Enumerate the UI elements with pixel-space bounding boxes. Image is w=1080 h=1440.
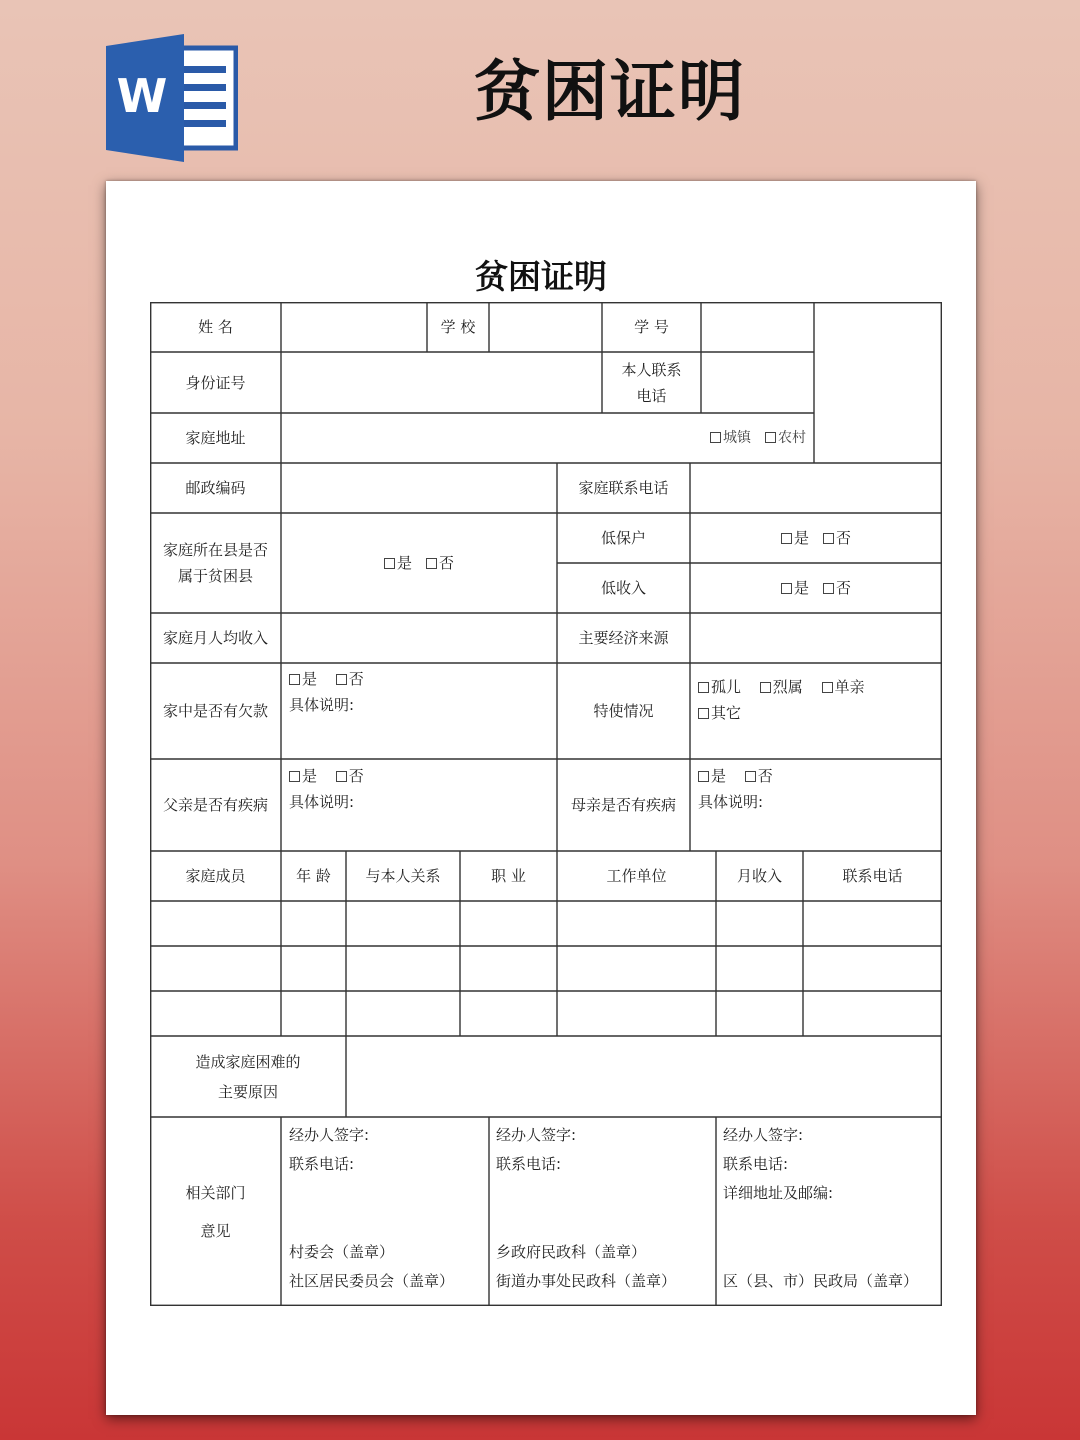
checkbox-square-icon [822, 682, 833, 693]
label-mother-illness: 母亲是否有疾病 [570, 796, 676, 814]
economic-source-input-cell[interactable] [690, 613, 942, 663]
label-department-opinion [150, 1117, 281, 1306]
table-row[interactable] [150, 901, 942, 946]
no-label: 否 [757, 767, 773, 785]
members-header-income: 月收入 [736, 867, 782, 885]
single-parent-checkbox[interactable] [822, 674, 865, 700]
checkbox-square-icon [745, 771, 756, 782]
min-living-yes-checkbox[interactable] [781, 525, 809, 551]
label-personal-phone-line1: 本人联系 [621, 360, 682, 379]
label-home-address: 家庭地址 [185, 429, 246, 447]
label-father-illness: 父亲是否有疾病 [162, 796, 268, 814]
min-living-options [690, 513, 942, 563]
poor-county-no-checkbox[interactable] [426, 550, 454, 576]
members-header-relation: 与本人关系 [365, 867, 441, 885]
checkbox-square-icon [698, 708, 709, 719]
township-handler-sign: 经办人签字: [496, 1126, 577, 1144]
district-civil-bureau-seal: 区（县、市）民政局（盖章） [723, 1272, 919, 1290]
name-input-cell[interactable] [281, 302, 427, 352]
label-hardship-reason-line1: 造成家庭困难的 [195, 1052, 301, 1071]
debt-no-checkbox[interactable] [336, 666, 364, 692]
checkbox-square-icon [426, 558, 437, 569]
village-contact-phone: 联系电话: [289, 1155, 355, 1173]
township-civil-seal: 乡政府民政科（盖章） [496, 1243, 647, 1261]
orphan-label: 孤儿 [711, 678, 742, 696]
no-label: 否 [439, 554, 455, 572]
rural-label: 农村 [778, 430, 806, 446]
father-illness-yes-checkbox[interactable] [289, 763, 317, 789]
label-personal-phone [602, 352, 701, 413]
bureau-address-postal: 详细地址及邮编: [723, 1184, 834, 1202]
members-header-member: 家庭成员 [185, 867, 246, 885]
checkbox-square-icon [765, 432, 776, 443]
label-poor-county-line1: 家庭所在县是否 [162, 541, 268, 559]
father-illness-options [289, 763, 364, 789]
checkbox-square-icon [781, 533, 792, 544]
label-name: 姓 名 [198, 318, 233, 336]
student-id-input-cell[interactable] [701, 302, 814, 352]
members-header-phone: 联系电话 [842, 867, 903, 885]
checkbox-square-icon [760, 682, 771, 693]
village-committee-seal: 村委会（盖章） [289, 1243, 395, 1261]
yes-label: 是 [302, 670, 318, 688]
family-phone-input-cell[interactable] [690, 463, 942, 513]
banner-title: 贫困证明 [474, 53, 746, 130]
mother-detail-label: 具体说明: [698, 793, 764, 811]
martyr-label: 烈属 [772, 678, 803, 696]
personal-phone-input-cell[interactable] [701, 352, 814, 413]
rural-checkbox[interactable] [765, 425, 806, 451]
label-hardship-reason [150, 1036, 346, 1117]
yes-label: 是 [302, 767, 318, 785]
table-row[interactable] [150, 946, 942, 991]
checkbox-square-icon [698, 682, 709, 693]
label-min-living: 低保户 [600, 529, 646, 547]
checkbox-square-icon [336, 771, 347, 782]
checkbox-square-icon [781, 583, 792, 594]
document-page [106, 181, 976, 1415]
label-special: 特使情况 [593, 702, 654, 720]
label-department-opinion-line2: 意见 [200, 1221, 231, 1240]
label-debt: 家中是否有欠款 [162, 702, 268, 720]
checkbox-square-icon [384, 558, 395, 569]
low-income-no-checkbox[interactable] [823, 575, 851, 601]
debt-detail-label: 具体说明: [289, 696, 355, 714]
label-personal-phone-line2: 电话 [636, 386, 667, 405]
low-income-yes-checkbox[interactable] [781, 575, 809, 601]
street-office-civil-seal: 街道办事处民政科（盖章） [496, 1272, 677, 1290]
no-label: 否 [348, 767, 364, 785]
label-monthly-income: 家庭月人均收入 [162, 629, 268, 647]
urban-label: 城镇 [723, 430, 751, 446]
bureau-contact-phone: 联系电话: [723, 1155, 789, 1173]
other-checkbox[interactable] [698, 700, 741, 726]
checkbox-square-icon [289, 771, 300, 782]
no-label: 否 [348, 670, 364, 688]
special-options-row2 [698, 700, 741, 726]
postal-code-input-cell[interactable] [281, 463, 557, 513]
checkbox-square-icon [698, 771, 709, 782]
checkbox-square-icon [823, 583, 834, 594]
mother-illness-yes-checkbox[interactable] [698, 763, 726, 789]
father-illness-no-checkbox[interactable] [336, 763, 364, 789]
label-hardship-reason-line2: 主要原因 [217, 1082, 278, 1101]
village-handler-sign: 经办人签字: [289, 1126, 370, 1144]
label-economic-source: 主要经济来源 [578, 629, 669, 647]
single-parent-label: 单亲 [834, 678, 865, 696]
yes-label: 是 [396, 554, 412, 572]
school-input-cell[interactable] [489, 302, 602, 352]
home-address-input-cell[interactable] [281, 413, 814, 463]
debt-options [289, 666, 364, 692]
word-logo-letter: W [116, 69, 168, 123]
no-label: 否 [836, 579, 852, 597]
label-school: 学 校 [440, 318, 476, 336]
members-header-employer: 工作单位 [606, 867, 667, 885]
father-detail-label: 具体说明: [289, 793, 355, 811]
poverty-certificate-form [150, 302, 942, 1306]
no-label: 否 [836, 529, 852, 547]
id-number-input-cell[interactable] [281, 352, 602, 413]
yes-label: 是 [793, 529, 809, 547]
photo-cell [814, 302, 942, 463]
checkbox-square-icon [710, 432, 721, 443]
document-title: 贫困证明 [475, 257, 607, 296]
low-income-options [690, 563, 942, 613]
label-id-number: 身份证号 [185, 373, 246, 392]
urban-checkbox[interactable] [710, 425, 751, 451]
debt-yes-checkbox[interactable] [289, 666, 317, 692]
township-contact-phone: 联系电话: [496, 1155, 562, 1173]
bureau-handler-sign: 经办人签字: [723, 1126, 804, 1144]
martyr-checkbox[interactable] [760, 674, 803, 700]
mother-illness-no-checkbox[interactable] [745, 763, 773, 789]
label-poor-county [150, 513, 281, 613]
table-row[interactable] [150, 991, 942, 1036]
special-options-row1 [698, 674, 865, 700]
yes-label: 是 [711, 767, 727, 785]
min-living-no-checkbox[interactable] [823, 525, 851, 551]
label-postal-code: 邮政编码 [185, 479, 246, 497]
other-label: 其它 [711, 704, 742, 722]
checkbox-square-icon [336, 674, 347, 685]
orphan-checkbox[interactable] [698, 674, 741, 700]
label-poor-county-line2: 属于贫困县 [177, 567, 253, 585]
hardship-reason-input-cell[interactable] [346, 1036, 942, 1117]
monthly-income-input-cell[interactable] [281, 613, 557, 663]
label-low-income: 低收入 [600, 579, 646, 597]
label-department-opinion-line1: 相关部门 [185, 1183, 246, 1202]
members-header-occupation: 职 业 [491, 867, 526, 885]
poor-county-options [281, 513, 557, 613]
poor-county-yes-checkbox[interactable] [384, 550, 412, 576]
checkbox-square-icon [289, 674, 300, 685]
label-family-phone: 家庭联系电话 [578, 479, 669, 497]
members-header-age: 年 龄 [296, 867, 331, 885]
label-student-id: 学 号 [634, 318, 669, 336]
community-committee-seal: 社区居民委员会（盖章） [289, 1272, 455, 1290]
word-app-icon [106, 34, 238, 162]
checkbox-square-icon [823, 533, 834, 544]
mother-illness-options [698, 763, 773, 789]
yes-label: 是 [793, 579, 809, 597]
